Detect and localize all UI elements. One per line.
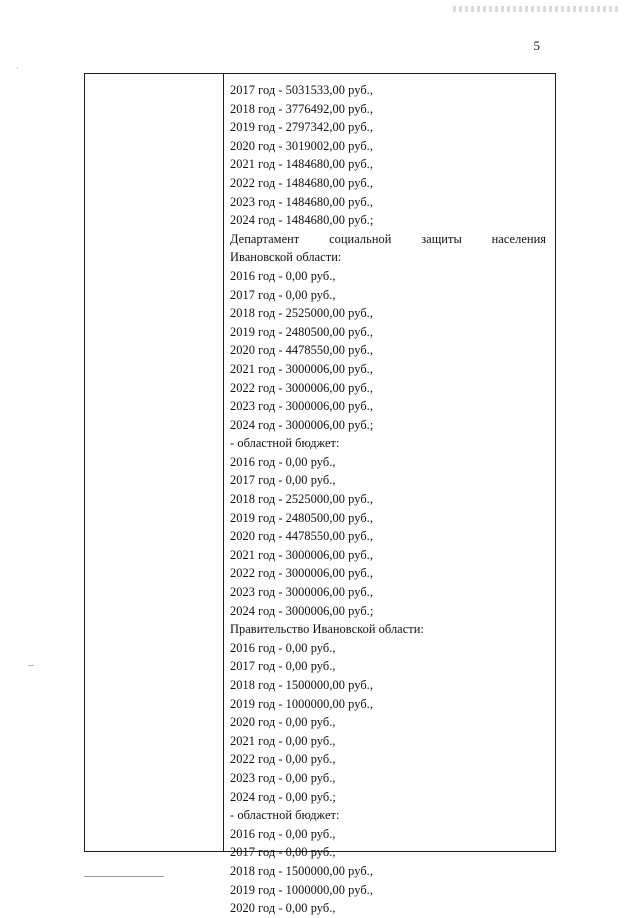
table-text-line: 2021 год - 0,00 руб., (230, 733, 336, 748)
table-text-line: 2017 год - 0,00 руб., (230, 473, 336, 488)
page-number: 5 (533, 38, 540, 53)
table-text-line: 2019 год - 2480500,00 руб., (230, 510, 373, 525)
table-text-line: 2016 год - 0,00 руб., (230, 268, 336, 283)
table-text-line: 2022 год - 3000006,00 руб., (230, 380, 373, 395)
table-text-line: 2018 год - 1500000,00 руб., (230, 863, 373, 878)
table-text-line: 2018 год - 1500000,00 руб., (230, 678, 373, 692)
table-column-left (85, 74, 224, 851)
table-text-line: 2021 год - 1484680,00 руб., (230, 157, 373, 172)
table-text-line: 2023 год - 3000006,00 руб., (230, 399, 373, 414)
table-text-line: 2018 год - 2525000,00 руб., (230, 306, 373, 321)
table-text-line: 2017 год - 0,00 руб., (230, 659, 336, 674)
table-text-line: 2016 год - 0,00 руб., (230, 826, 336, 841)
table-text-line: 2016 год - 0,00 руб., (230, 454, 336, 469)
table-text-line: 2023 год - 3000006,00 руб., (230, 585, 373, 600)
scan-artifact-left-dot: · (16, 63, 19, 73)
table-text-line: - областной бюджет: (230, 808, 340, 823)
table-text-line: 2019 год - 2797342,00 руб., (230, 120, 373, 135)
table-text-line: Департамент социальной защиты населения (230, 231, 546, 246)
table-text-line: - областной бюджет: (230, 436, 340, 451)
table-text-line: 2017 год - 5031533,00 руб., (230, 83, 373, 97)
scan-artifact-left-dash (28, 665, 34, 666)
table-text-line: 2017 год - 0,00 руб., (230, 845, 336, 860)
table-text-line: 2020 год - 0,00 руб., (230, 901, 336, 916)
table-text-line: 2020 год - 3019002,00 руб., (230, 138, 373, 153)
scan-artifact-top (453, 6, 618, 12)
table-text-line: Правительство Ивановской области: (230, 622, 424, 637)
table-text-line: 2018 год - 3776492,00 руб., (230, 101, 373, 116)
table-text-line: 2018 год - 2525000,00 руб., (230, 492, 373, 507)
table-text-line: 2021 год - 3000006,00 руб., (230, 361, 373, 376)
document-table (84, 73, 556, 916)
table-text-line: 2022 год - 3000006,00 руб., (230, 566, 373, 581)
table-text-line: 2020 год - 4478550,00 руб., (230, 343, 373, 358)
table-text-line: 2024 год - 3000006,00 руб.; (230, 603, 374, 618)
table-text-line: 2016 год - 0,00 руб., (230, 640, 336, 655)
table-text-line: 2019 год - 1000000,00 руб., (230, 882, 373, 897)
table-text-line: Ивановской области: (230, 250, 342, 265)
table-text-line: 2020 год - 0,00 руб., (230, 715, 336, 730)
table-text-line: 2017 год - 0,00 руб., (230, 287, 336, 302)
table-text-line: 2022 год - 1484680,00 руб., (230, 175, 373, 190)
table-text-line: 2021 год - 3000006,00 руб., (230, 547, 373, 562)
table-text-line: 2022 год - 0,00 руб., (230, 752, 336, 767)
table-text-line: 2024 год - 0,00 руб.; (230, 789, 336, 804)
table-text-line: 2023 год - 1484680,00 руб., (230, 194, 373, 209)
table-text-line: 2024 год - 3000006,00 руб.; (230, 417, 374, 432)
scan-artifact-bottom (84, 876, 164, 877)
table-text-line: 2023 год - 0,00 руб., (230, 770, 336, 785)
table-column-right (224, 74, 555, 916)
table-text-line: 2019 год - 2480500,00 руб., (230, 324, 373, 339)
table-text-line: 2024 год - 1484680,00 руб.; (230, 213, 374, 228)
table-text-line: 2020 год - 4478550,00 руб., (230, 529, 373, 544)
table-text-line: 2019 год - 1000000,00 руб., (230, 696, 373, 711)
